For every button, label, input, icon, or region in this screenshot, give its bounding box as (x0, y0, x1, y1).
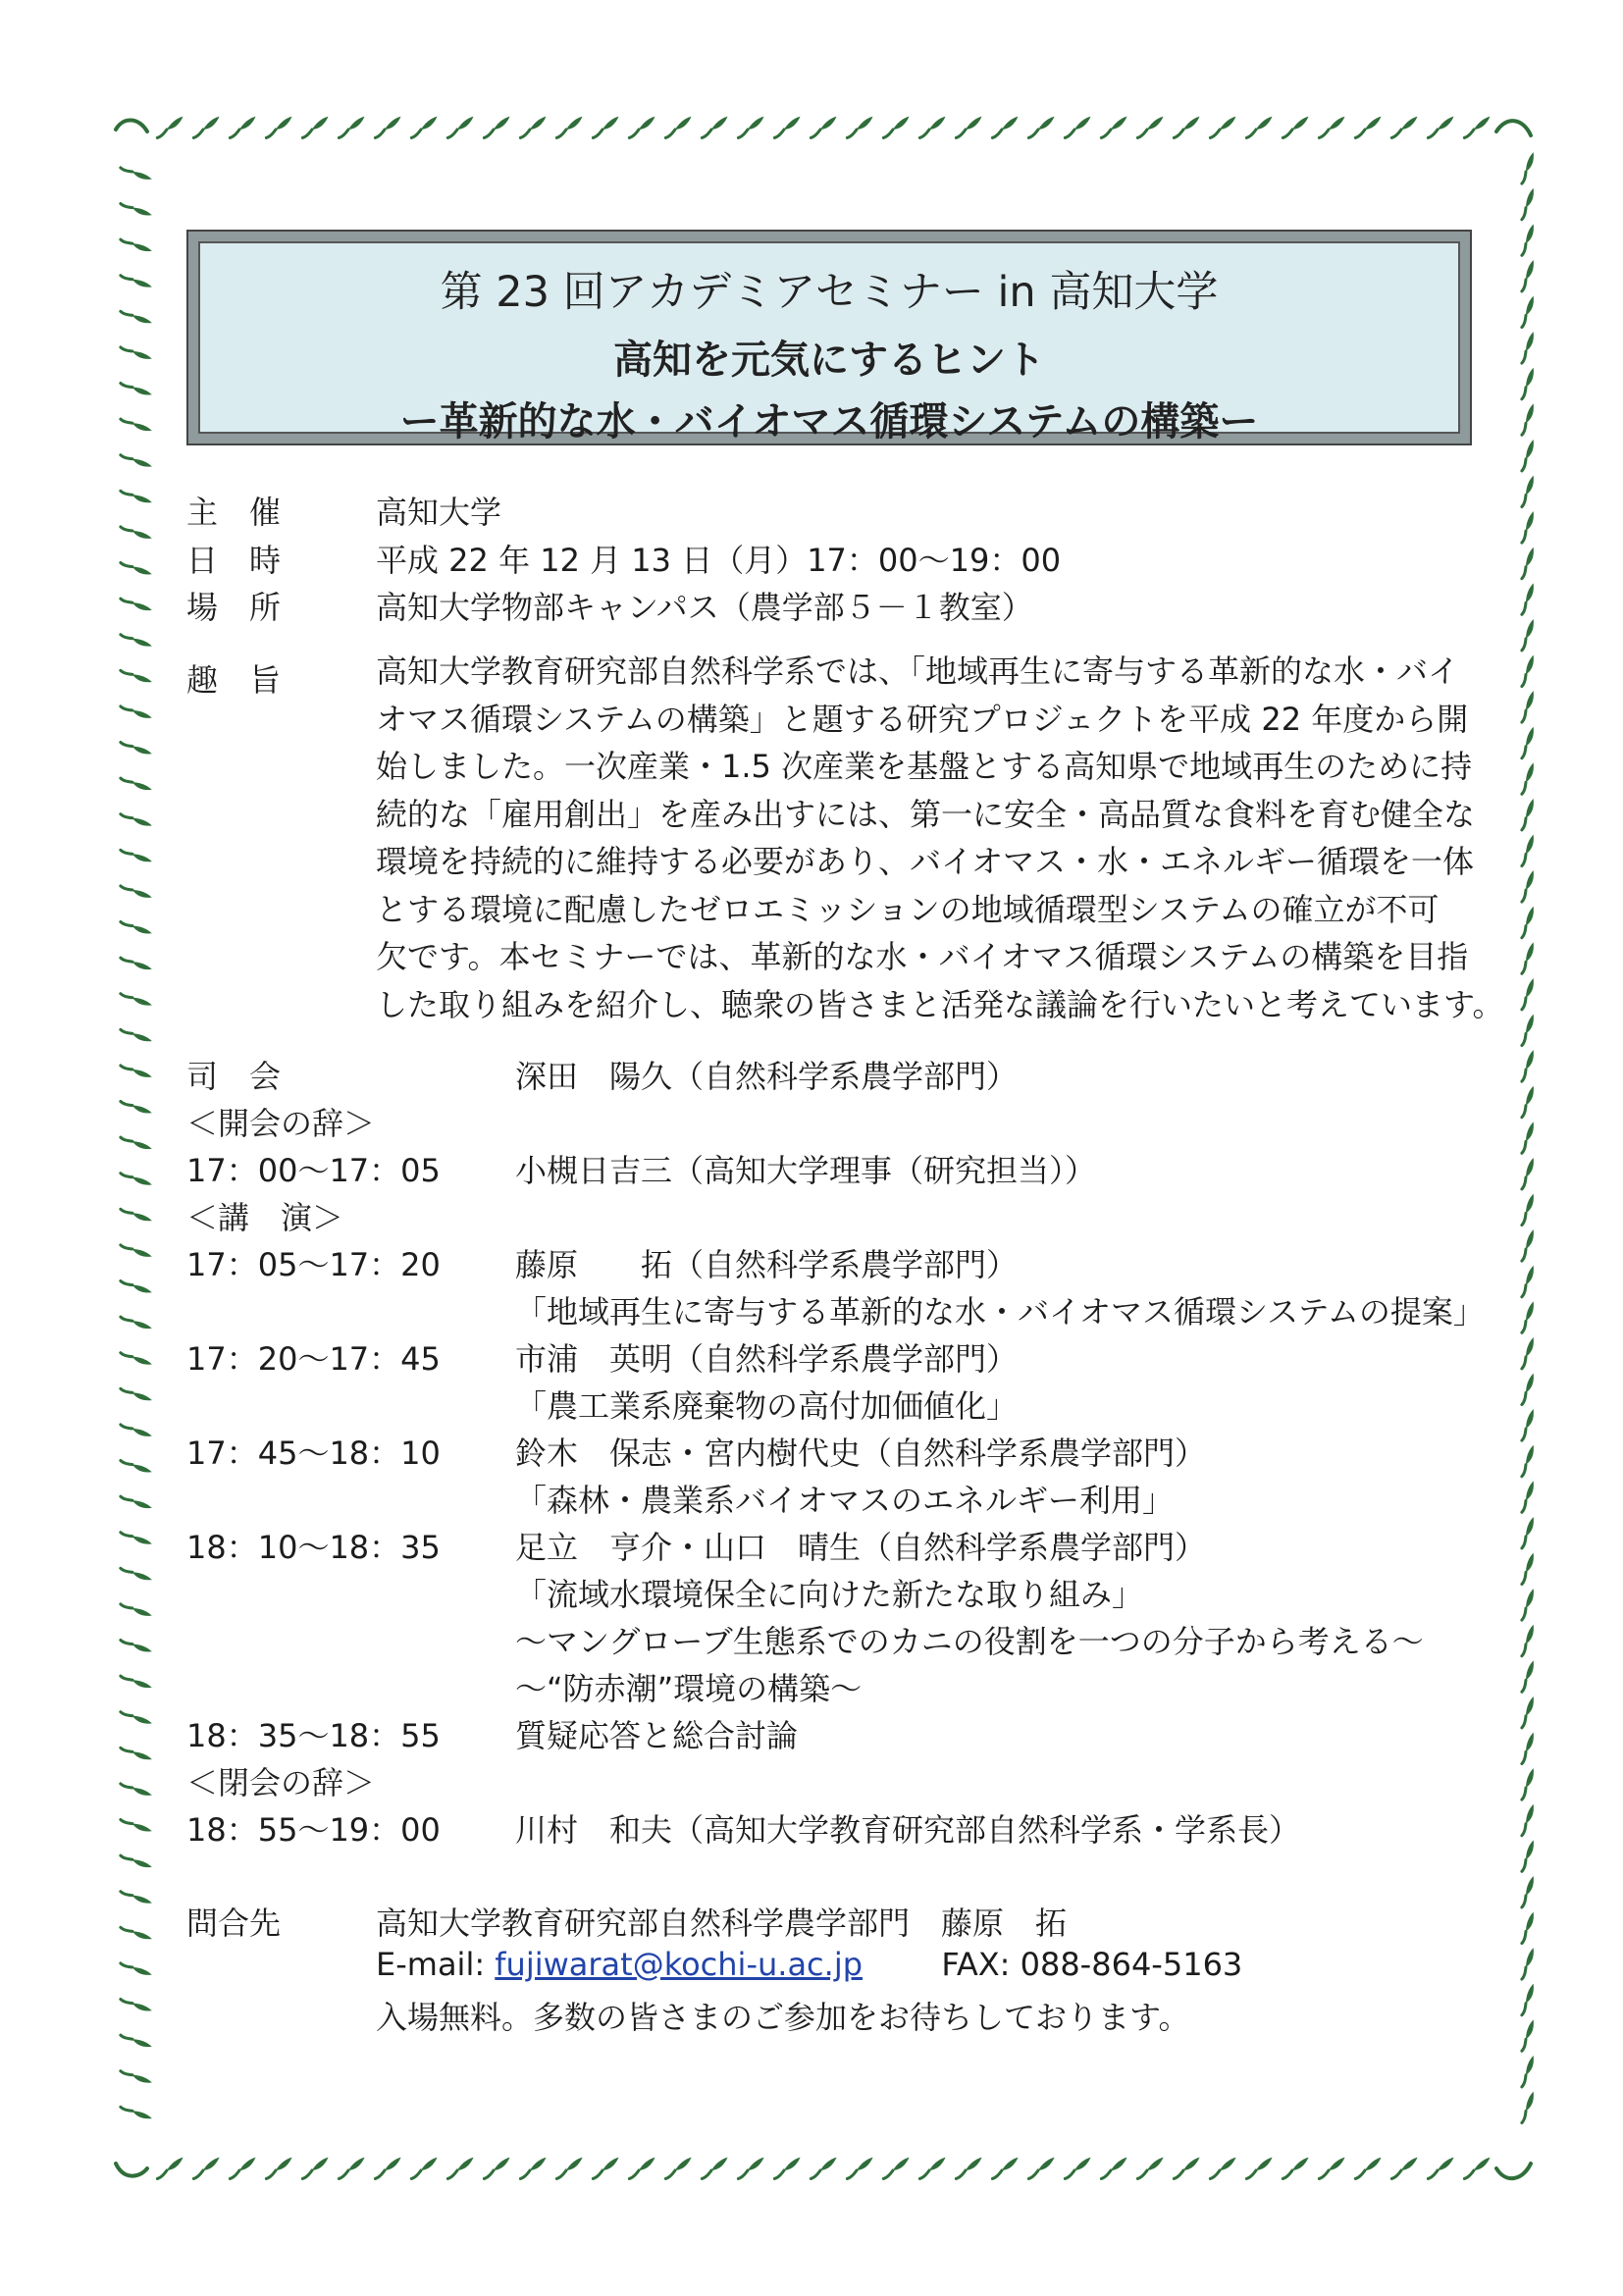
leaf-icon (121, 1991, 152, 2020)
leaf-icon (121, 985, 152, 1015)
leaf-icon (1513, 440, 1543, 471)
leaf-icon (1319, 113, 1344, 141)
leaf-icon (593, 113, 618, 141)
leaf-icon (157, 113, 183, 141)
leaf-icon (1513, 1445, 1543, 1477)
purpose-text (376, 648, 1504, 1028)
leaf-icon (1513, 1374, 1543, 1405)
leaf-icon (121, 1524, 152, 1553)
leaf-icon (1246, 113, 1272, 141)
leaf-icon (1210, 2154, 1235, 2182)
leaf-icon (1513, 691, 1543, 722)
leaf-icon (121, 949, 152, 978)
contact-label: 問合先 (186, 1905, 282, 1942)
leaf-icon (121, 1559, 152, 1589)
leaf-icon (121, 1416, 152, 1445)
leaf-icon (1513, 296, 1543, 328)
leaf-icon (1464, 113, 1490, 141)
leaf-icon (1513, 403, 1543, 435)
closing-time: 18：55〜19：00 (186, 1811, 441, 1849)
leaf-icon (121, 1093, 152, 1122)
leaf-icon (121, 661, 152, 691)
lecture-subtitle: 〜マングローブ生態系でのカニの役割を一つの分子から考える〜 (515, 1623, 1424, 1660)
leaf-icon (774, 113, 800, 141)
leaf-icon (447, 113, 473, 141)
leaf-icon (847, 113, 872, 141)
leaf-icon (121, 1883, 152, 1912)
datetime-label: 日 時 (186, 542, 282, 579)
leaf-icon (1513, 1696, 1543, 1728)
leaf-icon (1513, 1660, 1543, 1692)
leaf-icon (883, 2154, 909, 2182)
contact-email-row (376, 1946, 1242, 1983)
leaf-icon (1513, 1840, 1543, 1871)
lecture-speaker: 鈴木 保志・宮内樹代史（自然科学系農学部門） (515, 1435, 1207, 1472)
leaf-icon (1513, 907, 1543, 938)
leaf-icon (1355, 2154, 1381, 2182)
leaf-icon (1065, 113, 1090, 141)
leaf-icon (121, 1918, 152, 1948)
leaf-icon (411, 2154, 437, 2182)
lecture-time: 18：10〜18：35 (186, 1529, 441, 1566)
leaf-icon (121, 446, 152, 476)
leaf-icon (121, 1344, 152, 1374)
lecture-title: 「農工業系廃棄物の高付加価値化」 (515, 1387, 1019, 1425)
leaf-icon (1513, 260, 1543, 291)
leaf-icon (992, 2154, 1018, 2182)
purpose-line: 環境を持続的に維持する必要があり、バイオマス・水・エネルギー循環を一体 (376, 843, 1475, 880)
leaf-icon (121, 1200, 152, 1229)
lecture-speaker: 市浦 英明（自然科学系農学部門） (515, 1340, 1019, 1378)
leaf-icon (230, 2154, 255, 2182)
leaf-icon (774, 2154, 800, 2182)
lecture-header: ＜講 演＞ (186, 1199, 344, 1236)
leaf-icon (1513, 2019, 1543, 2051)
leaf-icon (121, 231, 152, 260)
leaf-icon (1513, 762, 1543, 794)
opening-speaker: 小槻日吉三（高知大学理事（研究担当）） (515, 1152, 1097, 1189)
vine-swirl-icon (1496, 2164, 1531, 2178)
opening-time: 17：00〜17：05 (186, 1152, 441, 1189)
leaf-icon (447, 2154, 473, 2182)
leaf-icon (121, 1955, 152, 1984)
leaf-icon (121, 302, 152, 332)
qa-value: 質疑応答と総合討論 (515, 1717, 799, 1754)
leaf-icon (1513, 1194, 1543, 1226)
venue-label: 場 所 (186, 589, 282, 626)
lecture-time: 17：45〜18：10 (186, 1435, 441, 1472)
leaf-icon (1513, 476, 1543, 507)
leaf-icon (992, 113, 1018, 141)
leaf-icon (230, 113, 255, 141)
purpose-line: 始しました。一次産業・1.5 次産業を基盤とする高知県で地域再生のために持 (376, 748, 1473, 785)
purpose-line: とする環境に配慮したゼロエミッションの地域循環型システムの確立が不可 (376, 890, 1440, 928)
leaf-icon (121, 1775, 152, 1804)
leaf-icon (1513, 1301, 1543, 1332)
leaf-icon (919, 113, 945, 141)
leaf-icon (1101, 113, 1126, 141)
lecture-time: 17：05〜17：20 (186, 1246, 441, 1283)
leaf-icon (121, 913, 152, 943)
venue-value: 高知大学物部キャンパス（農学部５－１教室） (376, 589, 1033, 626)
leaf-icon (1513, 188, 1543, 220)
mc-value: 深田 陽久（自然科学系農学部門） (515, 1058, 1019, 1095)
leaf-icon (121, 1128, 152, 1158)
leaf-icon (1028, 2154, 1054, 2182)
vine-swirl-icon (1496, 121, 1531, 135)
leaf-icon (1428, 113, 1453, 141)
leaf-icon (121, 1595, 152, 1625)
leaf-icon (1028, 113, 1054, 141)
leaf-icon (1137, 113, 1163, 141)
leaf-icon (811, 2154, 836, 2182)
closing-header: ＜閉会の辞＞ (186, 1764, 376, 1801)
leaf-icon (121, 1057, 152, 1086)
leaf-icon (121, 769, 152, 799)
leaf-icon (121, 339, 152, 368)
leaf-icon (302, 113, 328, 141)
leaf-icon (121, 1667, 152, 1696)
leaf-icon (121, 698, 152, 727)
leaf-icon (1513, 1804, 1543, 1836)
leaf-icon (1513, 548, 1543, 579)
leaf-icon (556, 113, 582, 141)
event-subtitle: 高知を元気にするヒント (613, 338, 1045, 383)
leaf-icon (1283, 2154, 1308, 2182)
leaf-icon (1513, 1158, 1543, 1189)
leaf-icon (121, 1703, 152, 1733)
leaf-icon (1513, 1553, 1543, 1585)
leaf-icon (266, 2154, 291, 2182)
leaf-icon (1513, 1266, 1543, 1297)
leaf-icon (484, 113, 509, 141)
purpose-line: 続的な「雇用創出」を産み出すには、第一に安全・高品質な食料を育む健全な (376, 795, 1476, 833)
purpose-line: 高知大学教育研究部自然科学系では、「地域再生に寄与する革新的な水・バイ (376, 652, 1460, 690)
leaf-icon (266, 113, 291, 141)
leaf-icon (121, 482, 152, 511)
leaf-icon (1513, 1733, 1543, 1764)
leaf-icon (1513, 870, 1543, 902)
leaf-icon (1513, 1948, 1543, 1979)
leaf-icon (121, 375, 152, 404)
leaf-icon (665, 113, 691, 141)
leaf-icon (121, 1380, 152, 1409)
leaf-icon (1101, 2154, 1126, 2182)
leaf-icon (1513, 2092, 1543, 2123)
leaf-icon (121, 1847, 152, 1876)
leaf-icon (956, 2154, 981, 2182)
purpose-label: 趣 旨 (186, 661, 282, 699)
leaf-icon (121, 195, 152, 225)
leaf-icon (1319, 2154, 1344, 2182)
leaf-icon (121, 2098, 152, 2127)
lecture-speaker: 足立 亨介・山口 晴生（自然科学系農学部門） (515, 1529, 1207, 1566)
leaf-icon (193, 113, 219, 141)
fax-number: FAX: 088-864-5163 (941, 1946, 1243, 1983)
leaf-icon (1513, 1768, 1543, 1800)
leaf-icon (1391, 113, 1417, 141)
event-theme: ー革新的な水・バイオマス循環システムの構築ー (399, 399, 1259, 444)
leaf-icon (484, 2154, 509, 2182)
leaf-icon (1513, 511, 1543, 543)
qa-time: 18：35〜18：55 (186, 1717, 441, 1754)
leaf-icon (520, 113, 546, 141)
leaf-icon (556, 2154, 582, 2182)
lecture-title: 「森林・農業系バイオマスのエネルギー利用」 (515, 1482, 1175, 1519)
organizer-value: 高知大学 (376, 494, 502, 531)
leaf-icon (339, 2154, 364, 2182)
lecture-time: 17：20〜17：45 (186, 1340, 441, 1378)
leaf-icon (121, 1165, 152, 1194)
leaf-icon (1513, 799, 1543, 830)
closing-speaker: 川村 和夫（高知大学教育研究部自然科学系・学系長） (515, 1811, 1301, 1849)
lecture-speaker: 藤原 拓（自然科学系農学部門） (515, 1246, 1019, 1283)
leaf-icon (121, 2026, 152, 2056)
leaf-icon (1513, 1337, 1543, 1369)
leaf-icon (1513, 1517, 1543, 1548)
leaf-icon (157, 2154, 183, 2182)
leaf-icon (1355, 113, 1381, 141)
event-title: 第 23 回アカデミアセミナー in 高知大学 (440, 268, 1219, 317)
leaf-icon (1513, 152, 1543, 183)
leaf-icon (738, 2154, 763, 2182)
leaf-icon (121, 1020, 152, 1050)
leaf-icon (1246, 2154, 1272, 2182)
purpose-line: した取り組みを紹介し、聴衆の皆さまと活発な議論を行いたいと考えています。 (376, 985, 1504, 1023)
leaf-icon (1513, 1229, 1543, 1261)
lecture-title: 「地域再生に寄与する革新的な水・バイオマス循環システムの提案」 (515, 1293, 1485, 1331)
leaf-icon (1513, 368, 1543, 399)
email-label: E-mail: (376, 1946, 486, 1983)
leaf-icon (411, 113, 437, 141)
leaf-icon (121, 734, 152, 763)
leaf-icon (1137, 2154, 1163, 2182)
leaf-icon (1513, 583, 1543, 614)
organizer-label: 主 催 (186, 494, 282, 531)
leaf-icon (883, 113, 909, 141)
purpose-line: オマス循環システムの構築」と題する研究プロジェクトを平成 22 年度から開 (376, 700, 1469, 738)
leaf-icon (375, 113, 400, 141)
leaf-icon (302, 2154, 328, 2182)
leaf-icon (121, 841, 152, 870)
leaf-icon (811, 113, 836, 141)
leaf-icon (1513, 224, 1543, 255)
email-link[interactable]: fujiwarat@kochi-u.ac.jp (495, 1946, 864, 1983)
leaf-icon (121, 518, 152, 548)
leaf-icon (1513, 1409, 1543, 1440)
leaf-icon (121, 1308, 152, 1337)
leaf-icon (1513, 1050, 1543, 1081)
leaf-icon (121, 1487, 152, 1517)
leaf-icon (520, 2154, 546, 2182)
leaf-icon (702, 113, 727, 141)
leaf-icon (1513, 1876, 1543, 1907)
leaf-icon (629, 113, 654, 141)
leaf-icon (1513, 655, 1543, 687)
leaf-icon (1210, 113, 1235, 141)
leaf-icon (121, 1811, 152, 1841)
leaf-icon (121, 1273, 152, 1302)
leaf-icon (1065, 2154, 1090, 2182)
leaf-icon (121, 1739, 152, 1768)
leaf-icon (1513, 332, 1543, 363)
leaf-icon (1513, 2056, 1543, 2087)
leaf-icon (629, 2154, 654, 2182)
leaf-icon (919, 2154, 945, 2182)
leaf-icon (121, 267, 152, 296)
leaf-icon (121, 806, 152, 835)
leaf-icon (121, 159, 152, 188)
leaf-icon (1513, 1912, 1543, 1944)
leaf-icon (193, 2154, 219, 2182)
leaf-icon (1513, 619, 1543, 651)
leaf-icon (1174, 113, 1199, 141)
admission-note: 入場無料。多数の皆さまのご参加をお待ちしております。 (376, 1999, 1190, 2036)
opening-header: ＜開会の辞＞ (186, 1105, 376, 1142)
leaf-icon (1513, 942, 1543, 973)
leaf-icon (1513, 727, 1543, 758)
leaf-icon (121, 626, 152, 655)
leaf-icon (1174, 2154, 1199, 2182)
leaf-icon (1513, 1122, 1543, 1153)
vine-swirl-icon (116, 120, 147, 131)
leaf-icon (1513, 978, 1543, 1010)
lecture-subtitle: 〜“防赤潮”環境の構築〜 (515, 1670, 863, 1707)
leaf-icon (339, 113, 364, 141)
leaf-icon (121, 590, 152, 619)
leaf-icon (121, 1452, 152, 1482)
contact-org: 高知大学教育研究部自然科学農学部門 藤原 拓 (376, 1905, 1068, 1942)
datetime-value: 平成 22 年 12 月 13 日（月）17：00〜19：00 (376, 542, 1062, 579)
leaf-icon (1513, 835, 1543, 866)
leaf-icon (738, 113, 763, 141)
leaf-icon (702, 2154, 727, 2182)
vine-swirl-icon (116, 2164, 147, 2176)
leaf-icon (665, 2154, 691, 2182)
purpose-line: 欠です。本セミナーでは、革新的な水・バイオマス循環システムの構築を目指 (376, 938, 1469, 975)
leaf-icon (1513, 1481, 1543, 1512)
leaf-icon (1464, 2154, 1490, 2182)
leaf-icon (1513, 1625, 1543, 1656)
leaf-icon (121, 554, 152, 584)
leaf-icon (1391, 2154, 1417, 2182)
leaf-icon (1283, 113, 1308, 141)
leaf-icon (1513, 1086, 1543, 1118)
lecture-title: 「流域水環境保全に向けた新たな取り組み」 (515, 1576, 1144, 1613)
title-box (186, 230, 1472, 445)
leaf-icon (121, 1632, 152, 1661)
leaf-icon (1513, 1015, 1543, 1046)
leaf-icon (956, 113, 981, 141)
mc-label: 司 会 (186, 1058, 282, 1095)
leaf-icon (121, 410, 152, 440)
leaf-icon (121, 877, 152, 907)
leaf-icon (1513, 1589, 1543, 1620)
leaf-icon (375, 2154, 400, 2182)
leaf-icon (121, 1236, 152, 1266)
leaf-icon (847, 2154, 872, 2182)
leaf-icon (593, 2154, 618, 2182)
leaf-icon (1428, 2154, 1453, 2182)
leaf-icon (121, 2062, 152, 2092)
leaf-icon (1513, 1984, 1543, 2015)
